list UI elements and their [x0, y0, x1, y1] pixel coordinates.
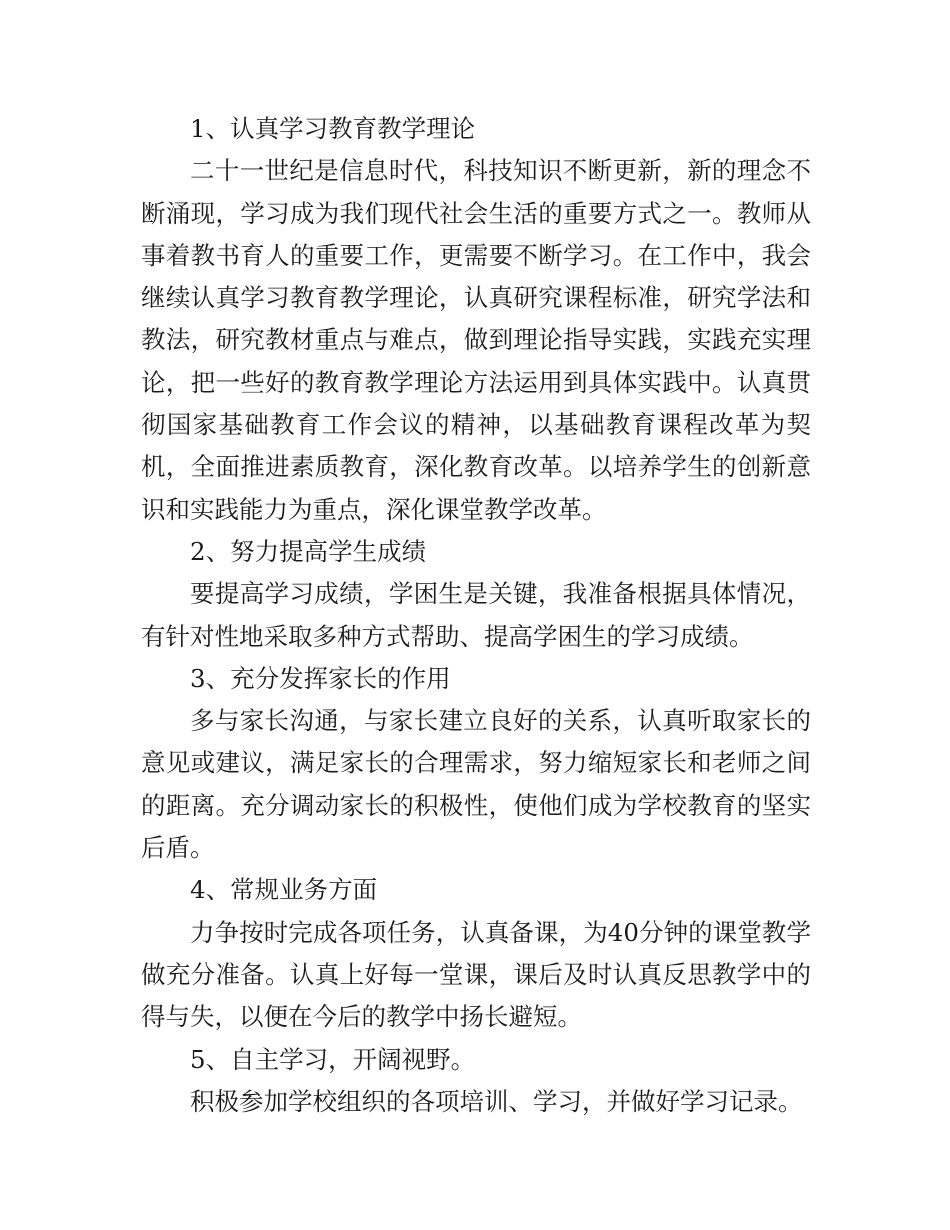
section-3-heading: 3、充分发挥家长的作用 — [190, 663, 451, 693]
section-2-body: 要提高学习成绩，学困生是关键，我准备根据具体情况，有针对性地采取多种方式帮助、提高学困生的学习成绩。 — [141, 579, 811, 651]
section-1-heading: 1、认真学习教育教学理论 — [190, 114, 476, 143]
section-3-body: 多与家长沟通，与家长建立良好的关系，认真听取家长的意见或建议，满足家长的合理需求，努力缩短家长和老师之间的距离。充分调动家长的积极性，使他们成为学校教育的坚实后盾。 — [141, 706, 811, 863]
section-5-heading: 5、自主学习，开阔视野。 — [190, 1044, 476, 1074]
document-body — [141, 108, 811, 1123]
section-1-body: 二十一世纪是信息时代，科技知识不断更新，新的理念不断涌现，学习成为我们现代社会生活的重要方式之一。教师从事着教书育人的重要工作，更需要不断学习。在工作中，我会继续认真学习教育教学理论，认真研究课程标准，研究学法和教法，研究教材重点与难点，做到理论指导实践，实践充实理论，把一些好的教育教学理论方法运用到具体实践中。认真贯彻国家基础教育工作会议的精神，以基础教育课程改革为契机，全面推进素质教育，深化教育改革。以培养学生的创新意识和实践能力为重点，深化课堂教学改革。 — [141, 156, 811, 524]
section-2-heading: 2、努力提高学生成绩 — [190, 536, 427, 566]
section-4-body: 力争按时完成各项任务，认真备课，为40分钟的课堂教学做充分准备。认真上好每一堂课，课后及时认真反思教学中的得与失，以便在今后的教学中扬长避短。 — [141, 917, 811, 1032]
section-5-body: 积极参加学校组织的各项培训、学习，并做好学习记录。 — [190, 1086, 803, 1116]
section-4-heading: 4、常规业务方面 — [190, 875, 378, 905]
